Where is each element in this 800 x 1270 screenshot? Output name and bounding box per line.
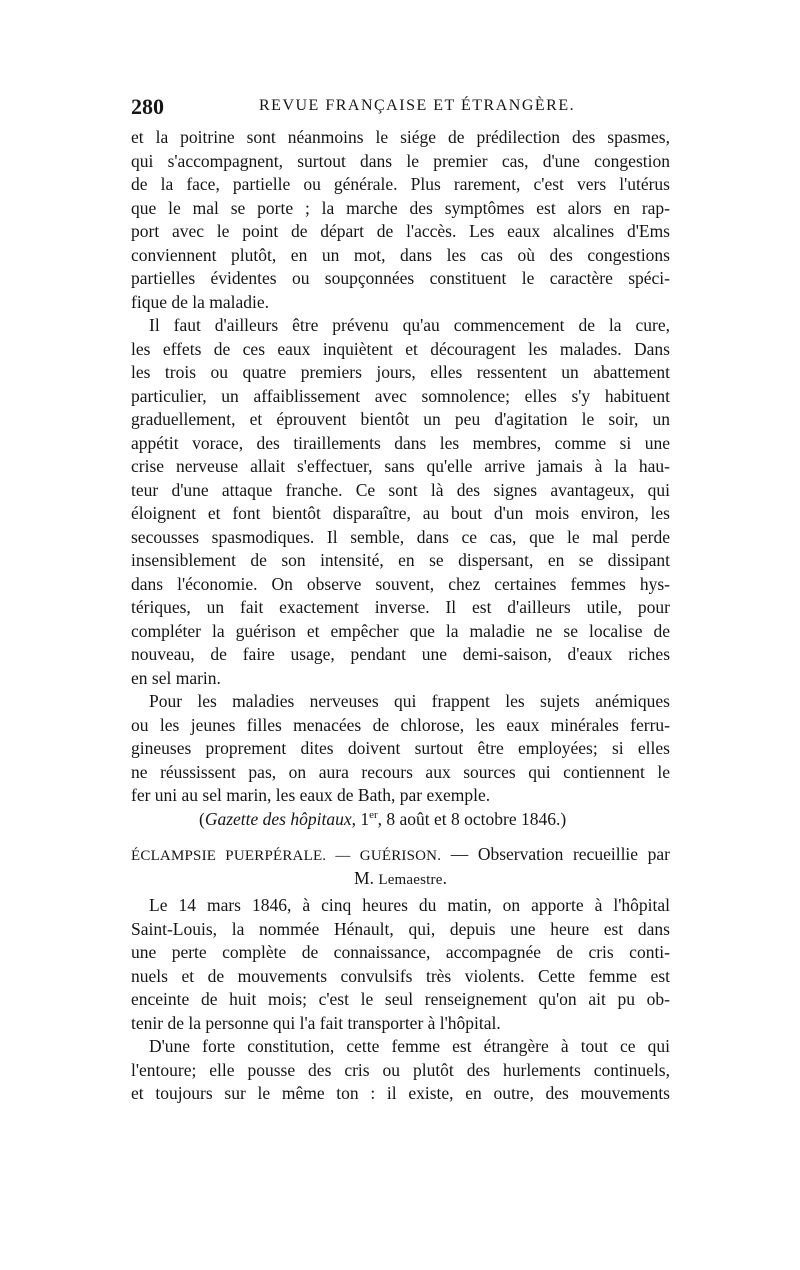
journal-title: Gazette des hôpitaux <box>204 808 352 829</box>
page-header <box>131 94 671 120</box>
text-line: appétit vorace, des tiraillements dans les membres, comme si une <box>131 432 670 453</box>
text-line: Pour les maladies nerveuses qui frappent les sujets anémiques <box>149 691 670 711</box>
text-line: de la face, partielle ou générale. Plus rarement, c'est vers l'utérus <box>131 174 670 194</box>
text-line: une perte complète de connaissance, accompagnée de cris conti- <box>131 942 670 962</box>
section-author: M. Lemaestre. <box>354 867 447 888</box>
text-line: ne réussissent pas, on aura recours aux sources qui contiennent le <box>131 761 670 782</box>
text-line: gineuses proprement dites doivent surtout être employées; si elles <box>131 738 670 758</box>
text-line: et toujours sur le même ton : il existe, en outre, des mouvements <box>131 1083 670 1103</box>
text-line: tériques, un fait exactement inverse. Il est d'ailleurs utile, pour <box>131 597 670 617</box>
text-line: éloignent et font bientôt disparaître, au bout d'un mois environ, les <box>131 503 670 523</box>
text-line: dans l'économie. On observe souvent, chez certaines femmes hys- <box>131 573 670 594</box>
text-line: fer uni au sel marin, les eaux de Bath, par exemple. <box>131 785 491 805</box>
text-line: enceinte de huit mois; c'est le seul renseignement qu'on ait pu ob- <box>131 989 670 1009</box>
text-line: crise nerveuse allait s'effectuer, sans qu'elle arrive jamais à la hau- <box>131 456 670 476</box>
text-line: secousses spasmodiques. Il semble, dans ce cas, que le mal perde <box>131 526 670 547</box>
text-line: D'une forte constitution, cette femme est étrangère à tout ce qui <box>149 1036 670 1056</box>
text-line: conviennent plutôt, en un mot, dans les cas où des congestions <box>131 244 670 265</box>
text-line: fique de la maladie. <box>131 291 269 312</box>
text-line: Il faut d'ailleurs être prévenu qu'au commencement de la cure, <box>149 315 670 335</box>
text-line: tenir de la personne qui l'a fait transporter à l'hôpital. <box>131 1012 501 1033</box>
text-line: et la poitrine sont néanmoins le siége de prédilection des spasmes, <box>131 127 670 147</box>
text-line: Saint-Louis, la nommée Hénault, qui, depuis une heure est dans <box>131 918 670 939</box>
text-line: en sel marin. <box>131 667 221 688</box>
text-line: partielles évidentes ou soupçonnées constituent le caractère spéci- <box>131 268 670 288</box>
text-line: insensiblement de son intensité, en se dispersant, en se dissipant <box>131 550 670 570</box>
text-line: Le 14 mars 1846, à cinq heures du matin, on apporte à l'hôpital <box>149 895 670 915</box>
page-body <box>131 126 670 1106</box>
text-line: nuels et de mouvements convulsifs très violents. Cette femme est <box>131 965 670 986</box>
text-line: l'entoure; elle pousse des cris ou plutôt des hurlements continuels, <box>131 1059 670 1080</box>
text-line: ou les jeunes filles menacées de chlorose, les eaux minérales ferru- <box>131 714 670 735</box>
spacer <box>131 831 670 843</box>
citation: (Gazette des hôpitaux, 1er, 8 août et 8 octobre 1846.) <box>199 808 567 829</box>
text-line: graduellement, et éprouvent bientôt un peu d'agitation le soir, un <box>131 409 670 429</box>
text-line: teur d'une attaque franche. Ce sont là des signes avantageux, qui <box>131 479 670 500</box>
text-line: compléter la guérison et empêcher que la maladie ne se localise de <box>131 620 670 641</box>
text-line: port avec le point de départ de l'accès. Les eaux alcalines d'Ems <box>131 221 670 241</box>
section-title: ÉCLAMPSIE PUERPÉRALE. — GUÉRISON. <box>131 848 442 864</box>
text-line: les trois ou quatre premiers jours, elles ressentent un abattement <box>131 362 670 382</box>
page-number: 280 <box>131 94 164 119</box>
running-title: REVUE FRANÇAISE ET ÉTRANGÈRE. <box>259 97 576 114</box>
text-line: qui s'accompagnent, surtout dans le premier cas, d'une congestion <box>131 150 670 171</box>
text-line: particulier, un affaiblissement avec somnolence; elles s'y habituent <box>131 385 670 406</box>
section-heading: ÉCLAMPSIE PUERPÉRALE. — GUÉRISON. — Observation recueillie par <box>131 844 670 864</box>
text-line: nouveau, de faire usage, pendant une demi-saison, d'eaux riches <box>131 644 670 664</box>
text-line: que le mal se porte ; la marche des symptômes est alors en rap- <box>131 197 670 218</box>
text-line: les effets de ces eaux inquiètent et découragent les malades. Dans <box>131 338 670 359</box>
